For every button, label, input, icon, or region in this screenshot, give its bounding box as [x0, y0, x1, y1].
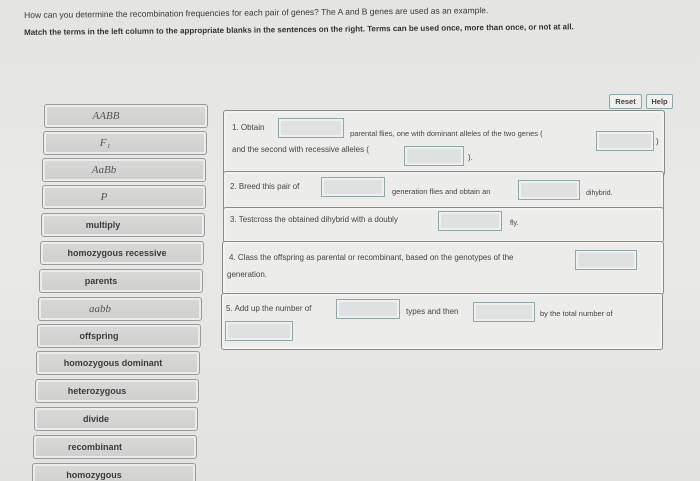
- blank-5-3[interactable]: [225, 321, 293, 341]
- term-heterozygous[interactable]: heterozygous: [35, 379, 199, 403]
- reset-button[interactable]: Reset: [609, 94, 642, 109]
- blank-2-1[interactable]: [321, 177, 385, 197]
- term-parents[interactable]: parents: [39, 269, 203, 293]
- sentence-3-part-b: fly.: [510, 220, 519, 227]
- sentence-2-part-a: 2. Breed this pair of: [230, 182, 300, 191]
- term-recombinant[interactable]: recombinant: [33, 435, 197, 459]
- blank-5-1[interactable]: [336, 299, 400, 319]
- sentence-1-part-d: and the second with recessive alleles (: [232, 145, 369, 154]
- term-homozygous-dominant[interactable]: homozygous dominant: [36, 351, 200, 375]
- sentence-4-part-a: 4. Class the offspring as parental or recombinant, based on the genotypes of the: [229, 253, 514, 262]
- blank-2-2[interactable]: [518, 180, 580, 200]
- question-text: How can you determine the recombination frequencies for each pair of genes? The A and B genes are used as an example.: [24, 5, 489, 20]
- instructions-text: Match the terms in the left column to the appropriate blanks in the sentences on the right. Terms can be used once, more than once, or not at all.: [24, 22, 574, 37]
- blank-1-3[interactable]: [404, 146, 464, 166]
- sentence-1-part-a: 1. Obtain: [232, 123, 265, 132]
- blank-4-1[interactable]: [575, 250, 637, 270]
- sentence-4-part-b: generation.: [227, 270, 268, 279]
- blank-1-1[interactable]: [278, 118, 344, 138]
- blank-5-2[interactable]: [473, 302, 535, 322]
- sentence-1-part-b: parental flies, one with dominant alleles of the two genes (: [350, 129, 543, 138]
- help-button[interactable]: Help: [646, 94, 673, 109]
- sentence-1-part-e: ).: [468, 153, 473, 162]
- term-divide[interactable]: divide: [34, 407, 198, 431]
- sentence-1: [223, 110, 665, 176]
- sentence-5-part-c: by the total number of: [540, 309, 613, 318]
- sentence-3-part-a: 3. Testcross the obtained dihybrid with a doubly: [230, 215, 398, 224]
- term-homozygous[interactable]: homozygous: [32, 463, 196, 481]
- term-aabb-recessive[interactable]: aabb: [38, 297, 202, 321]
- sentence-2-part-b: generation flies and obtain an: [392, 187, 491, 196]
- sentence-4: [222, 241, 664, 295]
- sentence-2: [223, 171, 664, 211]
- term-f1[interactable]: F₁: [43, 131, 207, 155]
- blank-1-2[interactable]: [596, 131, 654, 151]
- sentence-3: [223, 207, 664, 243]
- sentence-5: [221, 293, 663, 350]
- sentence-1-part-c: ): [656, 137, 659, 146]
- blank-3-1[interactable]: [438, 211, 502, 231]
- term-offspring[interactable]: offspring: [37, 324, 201, 348]
- sentence-2-part-c: dihybrid.: [586, 190, 613, 197]
- term-multiply[interactable]: multiply: [41, 213, 205, 237]
- term-aabb-dominant[interactable]: AABB: [44, 104, 208, 128]
- term-homozygous-recessive[interactable]: homozygous recessive: [40, 241, 204, 265]
- sentence-5-part-a: 5. Add up the number of: [226, 304, 312, 313]
- term-p[interactable]: P: [42, 185, 206, 209]
- sentence-5-part-b: types and then: [406, 307, 459, 316]
- term-aabb-hetero[interactable]: AaBb: [42, 158, 206, 182]
